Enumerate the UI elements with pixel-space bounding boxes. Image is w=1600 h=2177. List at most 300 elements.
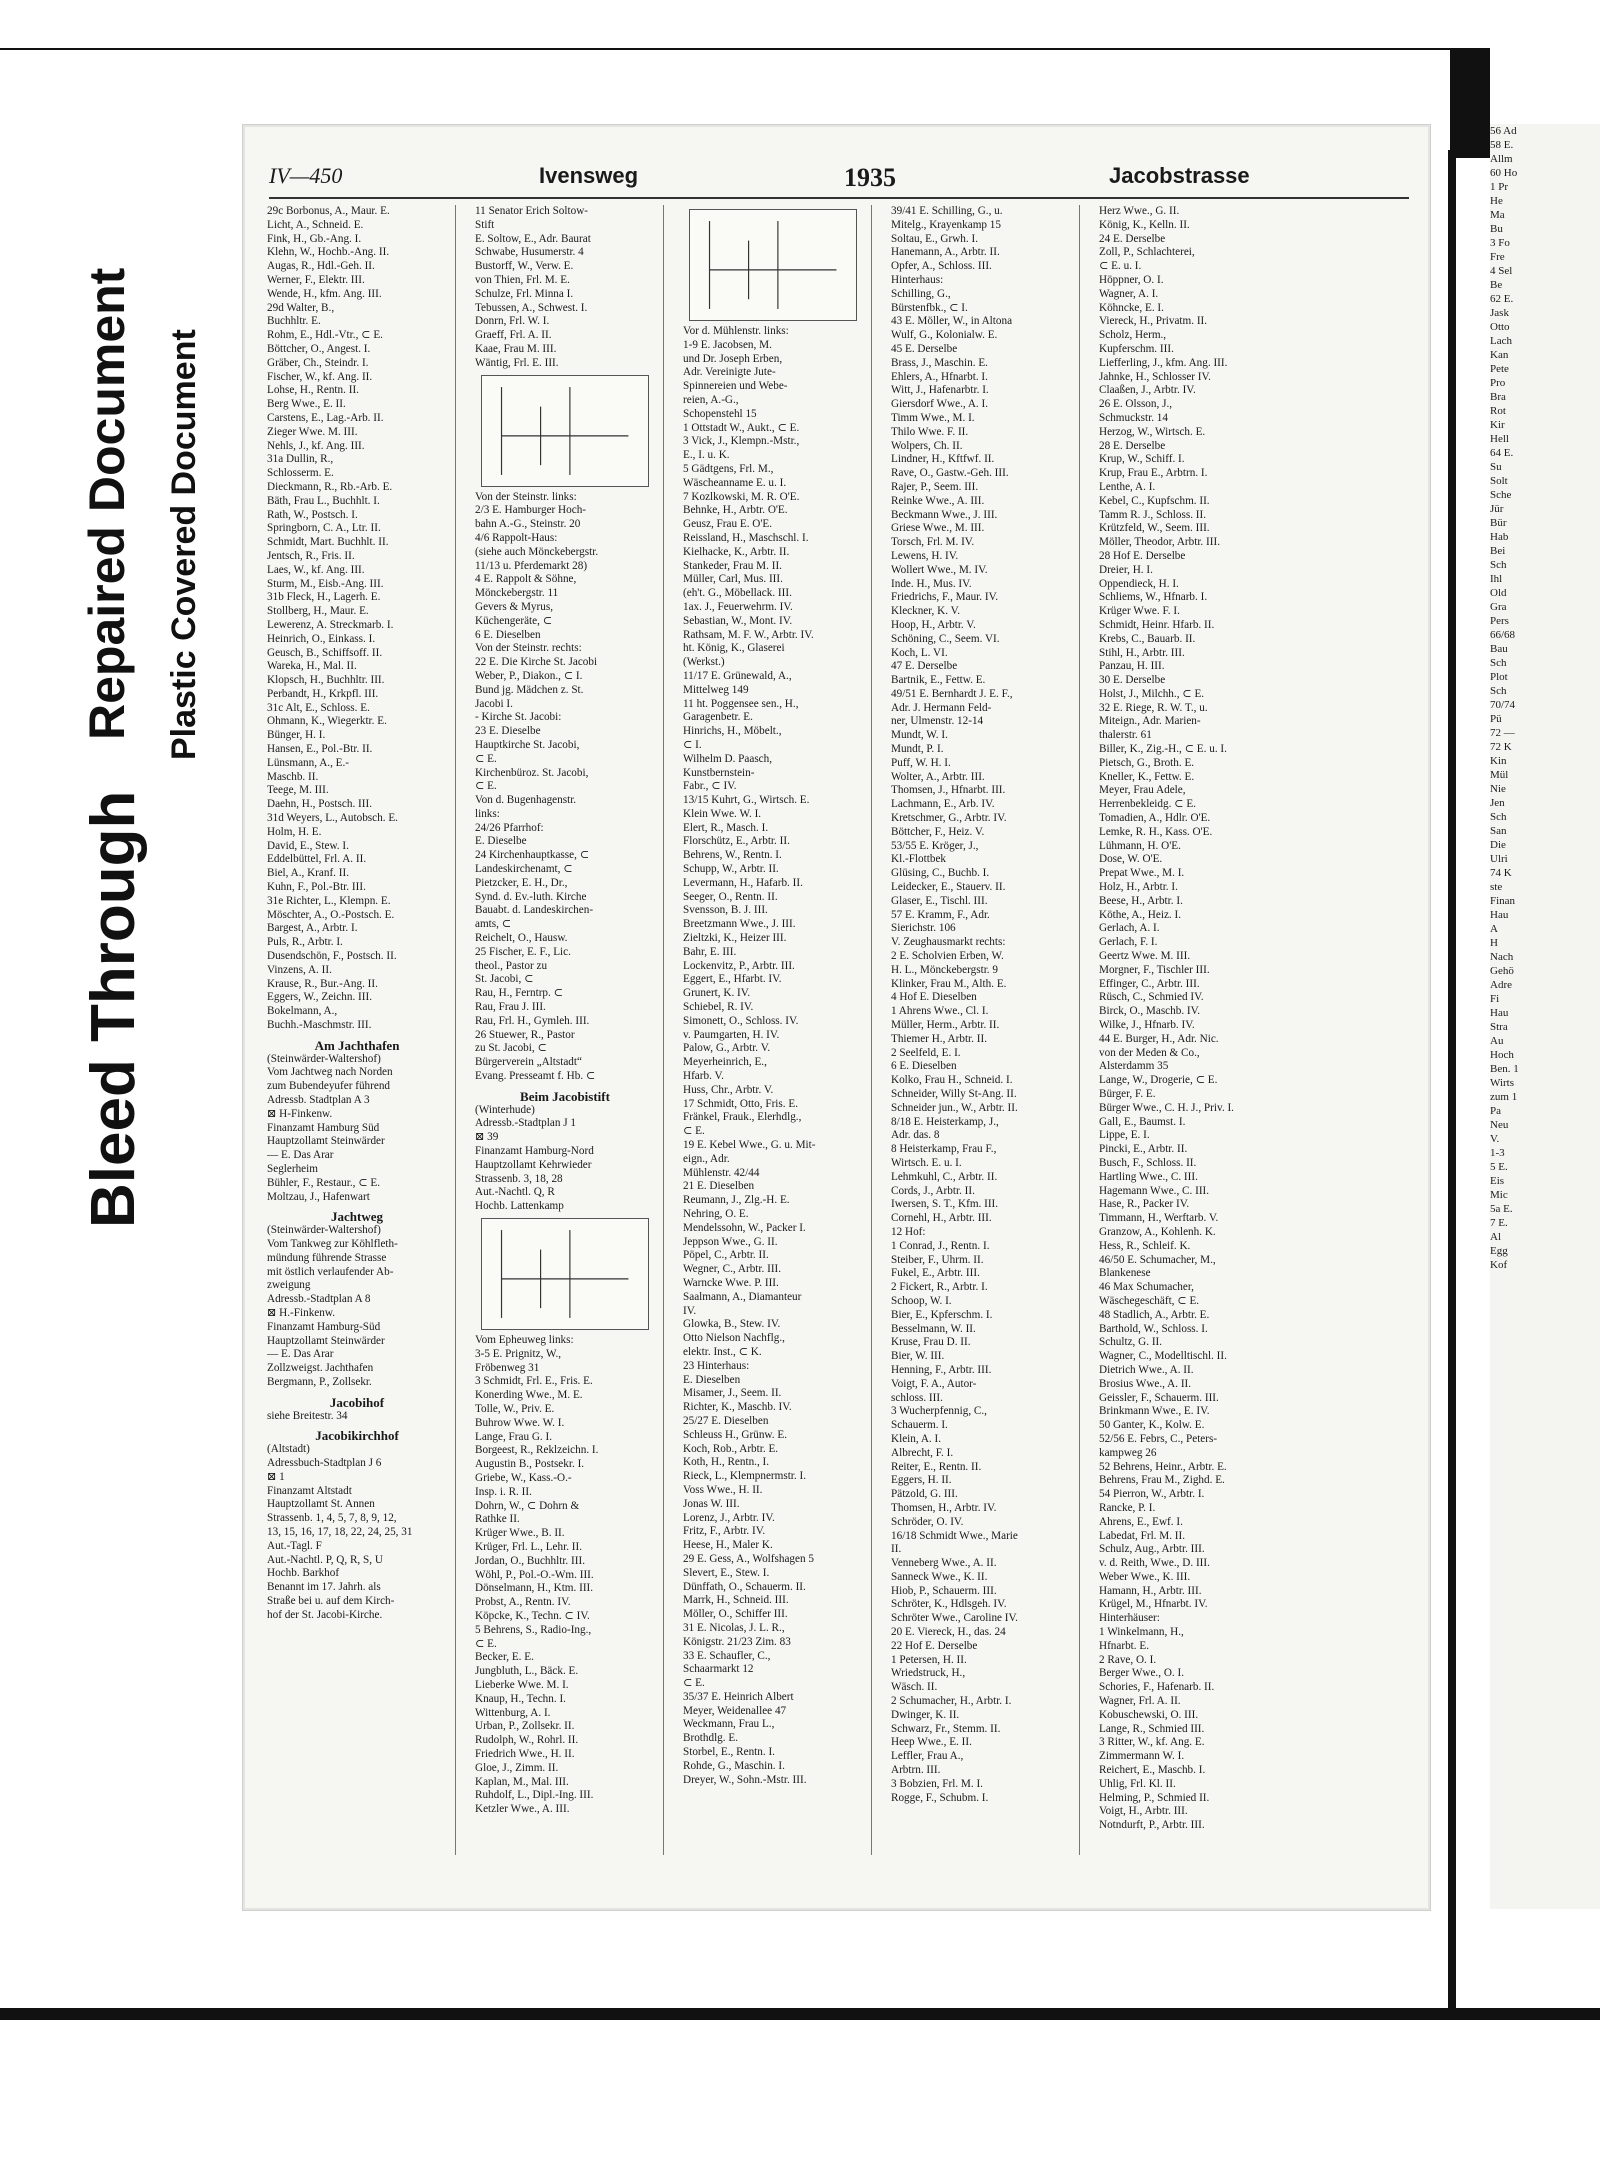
directory-entry: Wegner, C., Arbtr. III. <box>683 1263 782 1276</box>
directory-entry: ner, Ulmenstr. 12-14 <box>891 715 984 728</box>
directory-entry: mit östlich verlaufender Ab- <box>267 1265 394 1278</box>
directory-entry: Lohse, H., Rentn. II. <box>267 384 359 397</box>
directory-entry: Straße bei u. auf dem Kirch- <box>267 1594 395 1607</box>
directory-entry: Küchengeräte, ⊂ <box>475 614 553 627</box>
facing-page-fragment: Sch <box>1490 685 1507 697</box>
directory-entry: 29 E. Gess, A., Wolfshagen 5 <box>683 1552 814 1565</box>
directory-entry: Buhrow Wwe. W. I. <box>475 1416 565 1429</box>
directory-entry: 29c Borbonus, A., Maur. E. <box>267 205 390 217</box>
directory-entry: Wolpers, Ch. II. <box>891 439 963 452</box>
directory-entry: 31a Dullin, R., <box>267 453 334 466</box>
directory-entry: Steiber, F., Uhrm. II. <box>891 1253 984 1266</box>
directory-entry: 31 E. Nicolas, J. L. R., <box>683 1621 785 1634</box>
directory-entry: Lorenz, J., Arbtr. IV. <box>683 1511 775 1524</box>
facing-page-fragment: Ben. 1 <box>1490 1063 1519 1075</box>
page-header <box>269 163 1409 193</box>
directory-entry: Eddelbüttel, Frl. A. II. <box>267 853 367 866</box>
directory-entry: Synd. d. Ev.-luth. Kirche <box>475 890 587 903</box>
directory-entry: Heinrich, O., Einkass. I. <box>267 632 376 645</box>
facing-page-fragment: Pa <box>1490 1105 1501 1117</box>
directory-entry: Wende, H., kfm. Ang. III. <box>267 287 382 300</box>
directory-entry: Lühmann, H. O'E. <box>1099 839 1181 852</box>
directory-entry: Birck, O., Maschb. IV. <box>1099 1005 1201 1018</box>
directory-entry: Probst, A., Rentn. IV. <box>475 1596 571 1609</box>
directory-entry: Fink, H., Gb.-Ang. I. <box>267 232 362 245</box>
directory-entry: Lange, Frau G. I. <box>475 1430 553 1443</box>
directory-entry: Lehmkuhl, C., Arbtr. II. <box>891 1170 998 1183</box>
directory-entry: Lewens, H. IV. <box>891 549 959 562</box>
directory-entry: Hess, R., Schleif. K. <box>1099 1239 1191 1252</box>
directory-entry: 2 Schumacher, H., Arbtr. I. <box>891 1695 1012 1708</box>
directory-entry: Von d. Bugenhagenstr. <box>475 794 577 807</box>
directory-entry: Eggers, W., Zeichn. III. <box>267 991 373 1004</box>
directory-entry: Svensson, B. J. III. <box>683 904 768 917</box>
directory-entry: Sebastian, W., Mont. IV. <box>683 614 793 627</box>
directory-entry: Aut.-Tagl. F <box>267 1539 322 1552</box>
facing-page-fragment: Adre <box>1490 979 1512 991</box>
directory-entry: 4 E. Rappolt & Söhne, <box>475 573 577 586</box>
facing-page-fragment: Mül <box>1490 769 1509 781</box>
directory-entry: Hoop, H., Arbtr. V. <box>891 618 976 631</box>
directory-entry: Lieberke Wwe. M. I. <box>475 1678 569 1691</box>
facing-page-fragment: Wirts <box>1490 1077 1514 1089</box>
directory-entry: 13/15 Kuhrt, G., Wirtsch. E. <box>683 794 810 807</box>
directory-entry: ⊂ E. <box>475 1637 497 1650</box>
column-5 <box>1099 205 1279 1865</box>
directory-entry: Barthold, W., Schloss. I. <box>1099 1322 1208 1335</box>
directory-entry: theol., Pastor zu <box>475 959 548 972</box>
directory-entry: Sierichstr. 106 <box>891 922 956 935</box>
directory-entry: Thilo Wwe. F. II. <box>891 425 969 438</box>
directory-entry: Wirtsch. E. u. I. <box>891 1156 962 1169</box>
directory-entry: Zieltzki, K., Heizer III. <box>683 932 787 945</box>
directory-entry: 49/51 E. Bernhardt J. E. F., <box>891 687 1013 700</box>
directory-entry: Wäscheanname E. u. I. <box>683 476 787 489</box>
facing-page-fragment: Sche <box>1490 489 1512 501</box>
directory-entry: Geissler, F., Schauerm. III. <box>1099 1391 1219 1404</box>
directory-entry: E., I. u. K. <box>683 449 730 462</box>
facing-page-fragment: Plot <box>1490 671 1508 683</box>
directory-entry: 22 E. Die Kirche St. Jacobi <box>475 656 598 669</box>
directory-entry: Beckmann Wwe., J. III. <box>891 508 998 521</box>
directory-entry: Becker, E. E. <box>475 1651 534 1664</box>
directory-entry: 26 E. Olsson, J., <box>1099 398 1173 411</box>
directory-entry: Adr. Vereinigte Jute- <box>683 366 776 379</box>
facing-page-fragment: Allm <box>1490 153 1513 165</box>
directory-entry: Koch, Rob., Arbtr. E. <box>683 1442 779 1455</box>
directory-entry: Aut.-Nachtl. Q, R <box>475 1186 555 1199</box>
directory-entry: Bahr, E. III. <box>683 945 737 958</box>
directory-entry: Hanemann, A., Arbtr. II. <box>891 246 1000 259</box>
directory-entry: Hauptzollamt St. Annen <box>267 1498 375 1511</box>
directory-entry: Rau, Frau J. III. <box>475 1001 546 1014</box>
directory-entry: Herz Wwe., G. II. <box>1099 205 1180 217</box>
directory-entry: Dose, W. O'E. <box>1099 853 1163 866</box>
directory-entry: — E. Das Arar <box>267 1348 334 1361</box>
directory-entry: David, E., Stew. I. <box>267 839 349 852</box>
directory-entry: Jungbluth, L., Bäck. E. <box>475 1665 579 1678</box>
facing-page-fragment: A <box>1490 923 1498 935</box>
facing-page-fragment: Lach <box>1490 335 1512 347</box>
directory-entry: ⊂ E. <box>683 1125 705 1138</box>
facing-page-fragment: Sch <box>1490 559 1507 571</box>
directory-entry: Klehn, W., Hochb.-Ang. II. <box>267 246 390 259</box>
directory-entry: 52/56 E. Febrs, C., Peters- <box>1099 1432 1218 1445</box>
facing-page-fragment: Au <box>1490 1035 1504 1047</box>
directory-entry: hof der St. Jacobi-Kirche. <box>267 1608 383 1621</box>
directory-entry: siehe Breitestr. 34 <box>267 1409 348 1422</box>
directory-entry: Rathke II. <box>475 1513 520 1526</box>
directory-entry: Helming, P., Schmied II. <box>1099 1791 1210 1804</box>
directory-entry: Viereck, H., Privatm. II. <box>1099 315 1208 328</box>
directory-entry: Kneller, K., Fettw. E. <box>1099 770 1195 783</box>
directory-entry: Rath, W., Postsch. I. <box>267 508 358 521</box>
facing-page-fragment: He <box>1490 195 1503 207</box>
column-divider <box>871 205 872 1855</box>
directory-entry: Gloe, J., Zimm. II. <box>475 1761 559 1774</box>
facing-page-fragment: Sch <box>1490 811 1507 823</box>
directory-entry: Breetzmann Wwe., J. III. <box>683 918 796 931</box>
directory-entry: Berg Wwe., E. II. <box>267 398 346 411</box>
directory-entry: Elert, R., Masch. I. <box>683 821 769 834</box>
directory-entry: Rajer, P., Seem. III. <box>891 480 979 493</box>
directory-entry: Holz, H., Arbtr. I. <box>1099 881 1178 894</box>
directory-entry: Simonett, O., Schloss. IV. <box>683 1014 799 1027</box>
directory-entry: Brass, J., Maschin. E. <box>891 356 988 369</box>
directory-entry: Griese Wwe., M. III. <box>891 522 985 535</box>
directory-entry: 16/18 Schmidt Wwe., Marie <box>891 1529 1018 1542</box>
directory-entry: 33 E. Schaufler, C., <box>683 1649 771 1662</box>
directory-entry: Schoop, W. I. <box>891 1294 952 1307</box>
directory-entry: Kleckner, K. V. <box>891 605 961 618</box>
directory-entry: Bartnik, E., Fettw. E. <box>891 674 986 687</box>
directory-entry: Labedat, Frl. M. II. <box>1099 1529 1186 1542</box>
directory-entry: Iwersen, S. T., Kfm. III. <box>891 1198 999 1211</box>
directory-entry: Glüsing, C., Buchb. I. <box>891 867 990 880</box>
directory-entry: 35/37 E. Heinrich Albert <box>683 1690 794 1703</box>
facing-page-fragment: ste <box>1490 881 1503 893</box>
directory-entry: Krüger, Frl. L., Lehr. II. <box>475 1540 583 1553</box>
directory-entry: Richter, K., Maschb. IV. <box>683 1401 792 1414</box>
directory-entry: Huss, Chr., Arbtr. V. <box>683 1083 774 1096</box>
directory-entry: 26 Stuewer, R., Pastor <box>475 1028 575 1041</box>
directory-entry: 3 Bobzien, Frl. M. I. <box>891 1777 983 1790</box>
directory-entry: Cords, J., Arbtr. II. <box>891 1184 975 1197</box>
directory-entry: Kaplan, M., Mal. III. <box>475 1775 569 1788</box>
directory-entry: Tolle, W., Priv. E. <box>475 1402 555 1415</box>
column-divider <box>1079 205 1080 1855</box>
directory-entry: Meyerheinrich, E., <box>683 1056 767 1069</box>
directory-entry: Blankenese <box>1099 1267 1151 1280</box>
directory-entry: Geertz Wwe. M. III. <box>1099 950 1191 963</box>
directory-entry: Stift <box>475 218 495 231</box>
directory-entry: Köthe, A., Heiz. I. <box>1099 908 1182 921</box>
directory-entry: Garagenbetr. E. <box>683 711 753 724</box>
next-page-strip <box>1490 124 1600 1909</box>
directory-entry: Moltzau, J., Hafenwart <box>267 1190 370 1203</box>
directory-entry: ⊂ E. <box>475 780 497 793</box>
directory-entry: 43 E. Möller, W., in Altona <box>891 315 1013 328</box>
directory-entry: Puls, R., Arbtr. I. <box>267 936 343 949</box>
street-map-inset <box>689 209 857 321</box>
plastic-covered-label: Plastic Covered Document <box>165 329 203 760</box>
directory-entry: Kuhn, F., Pol.-Btr. III. <box>267 881 366 894</box>
directory-entry: Kupferschm. III. <box>1099 342 1174 355</box>
directory-entry: Bier, W. III. <box>891 1350 945 1363</box>
directory-entry: von der Meden & Co., <box>1099 1046 1200 1059</box>
directory-entry: Klein, A. I. <box>891 1432 942 1445</box>
map-lines <box>482 1219 648 1329</box>
directory-entry: Meyer, Frau Adele, <box>1099 784 1186 797</box>
directory-entry: Springborn, C. A., Ltr. II. <box>267 522 381 535</box>
directory-entry: Stankeder, Frau M. II. <box>683 559 782 572</box>
directory-entry: Klopsch, H., Buchhltr. III. <box>267 674 385 687</box>
directory-entry: Krüger Wwe., B. II. <box>475 1527 565 1540</box>
directory-entry: Schröter Wwe., Caroline IV. <box>891 1612 1018 1625</box>
directory-entry: 54 Pierron, W., Arbtr. I. <box>1099 1488 1205 1501</box>
directory-entry: Eggert, E., Hfarbt. IV. <box>683 973 782 986</box>
facing-page-fragment: Pete <box>1490 363 1509 375</box>
directory-entry: Laes, W., kf. Ang. III. <box>267 563 365 576</box>
directory-entry: Schupp, W., Arbtr. II. <box>683 863 779 876</box>
directory-entry: von Thien, Frl. M. E. <box>475 273 570 286</box>
directory-entry: Koch, L. VI. <box>891 646 948 659</box>
directory-entry: Wareka, H., Mal. II. <box>267 660 357 673</box>
facing-page-fragment: 74 K <box>1490 867 1512 879</box>
directory-entry: Hauptzollamt Steinwärder <box>267 1334 385 1347</box>
directory-entry: 11 Senator Erich Soltow- <box>475 205 588 217</box>
directory-entry: Torsch, Frl. M. IV. <box>891 536 975 549</box>
directory-entry: 23 Hinterhaus: <box>683 1359 750 1372</box>
directory-entry: 2 Seelfeld, E. I. <box>891 1046 961 1059</box>
directory-entry: Hinterhaus: <box>891 273 944 286</box>
directory-entry: eign., Adr. <box>683 1152 730 1165</box>
directory-entry: Schiebel, R. IV. <box>683 1001 754 1014</box>
directory-entry: bahn A.-G., Steinstr. 20 <box>475 518 581 531</box>
directory-entry: Adressb. Stadtplan A 3 <box>267 1094 370 1106</box>
directory-entry: Henning, F., Arbtr. III. <box>891 1363 992 1376</box>
directory-entry: Müller, Carl, Mus. III. <box>683 573 783 586</box>
directory-entry: Meyer, Weidenallee 47 <box>683 1704 787 1717</box>
directory-entry: Perbandt, H., Krkpfl. III. <box>267 687 379 700</box>
facing-page-fragment: 5 E. <box>1490 1161 1508 1173</box>
directory-entry: Opfer, A., Schloss. III. <box>891 260 992 273</box>
facing-page-fragment: Old <box>1490 587 1507 599</box>
directory-entry: Finanzamt Hamburg-Süd <box>267 1320 381 1333</box>
directory-entry: (Steinwärder-Waltershof) <box>267 1052 381 1065</box>
directory-entry: Köhncke, E. I. <box>1099 301 1164 314</box>
directory-entry: 3 Schmidt, Frl. E., Fris. E. <box>475 1375 593 1388</box>
directory-entry: Rau, Frl. H., Gymleh. III. <box>475 1014 590 1027</box>
directory-entry: Zimmermann W. I. <box>1099 1750 1185 1763</box>
directory-entry: zum Bubendeyufer führend <box>267 1080 391 1093</box>
facing-page-fragment: Hell <box>1490 433 1509 445</box>
directory-entry: Effinger, C., Arbtr. III. <box>1099 977 1200 990</box>
facing-page-fragment: Gra <box>1490 601 1507 613</box>
directory-entry: 48 Stadlich, A., Arbtr. E. <box>1099 1308 1210 1321</box>
directory-entry: Schaarmarkt 12 <box>683 1663 754 1676</box>
directory-entry: Otto Nielson Nachflg., <box>683 1332 785 1345</box>
directory-entry: 32 E. Riege, R. W. T., u. <box>1099 701 1208 714</box>
directory-entry: Zollzweigst. Jachthafen <box>267 1362 374 1375</box>
header-rule <box>269 197 1409 199</box>
directory-entry: 25 Fischer, E. F., Lic. <box>475 945 571 958</box>
directory-entry: Hauptkirche St. Jacobi, <box>475 738 580 751</box>
directory-entry: ⊂ E. <box>683 1677 705 1690</box>
directory-entry: Oppendieck, H. I. <box>1099 577 1179 590</box>
directory-entry: Schlosserm. E. <box>267 467 334 480</box>
directory-entry: Adressbuch-Stadtplan J 6 <box>267 1456 382 1469</box>
facing-page-fragment: 56 Ad <box>1490 125 1517 137</box>
directory-entry: Köpcke, K., Techn. ⊂ IV. <box>475 1609 590 1622</box>
facing-page-fragment: Jen <box>1490 797 1505 809</box>
facing-page-fragment: Pro <box>1490 377 1506 389</box>
directory-entry: Pietsch, G., Broth. E. <box>1099 756 1195 769</box>
directory-entry: Friedrich Wwe., H. II. <box>475 1747 575 1760</box>
facing-page-fragment: Bau <box>1490 643 1508 655</box>
directory-entry: Behrens, W., Rentn. I. <box>683 849 782 862</box>
directory-entry: ht. König, K., Glaserei <box>683 642 785 655</box>
directory-entry: Uhlig, Frl. Kl. II. <box>1099 1777 1176 1790</box>
header-right-street: Jacobstrasse <box>1109 163 1250 188</box>
directory-entry: 30 E. Derselbe <box>1099 674 1166 687</box>
directory-entry: 12 Hof: <box>891 1225 926 1238</box>
facing-page-fragment: 7 E. <box>1490 1217 1508 1229</box>
directory-entry: Misamer, J., Seem. II. <box>683 1387 782 1400</box>
directory-entry: Brosius Wwe., A. II. <box>1099 1377 1192 1390</box>
directory-entry: Glowka, B., Stew. IV. <box>683 1318 781 1331</box>
directory-entry: ⊠ 1 <box>267 1470 285 1483</box>
directory-entry: Wilhelm D. Paasch, <box>683 752 773 765</box>
facing-page-fragment: Jür <box>1490 503 1504 515</box>
directory-entry: Lippe, E. I. <box>1099 1129 1150 1142</box>
directory-entry: Mundt, P. I. <box>891 743 944 756</box>
directory-entry: Hfarb. V. <box>683 1070 724 1083</box>
directory-entry: Strassenb. 3, 18, 28 <box>475 1172 563 1185</box>
directory-entry: 1-9 E. Jacobsen, M. <box>683 338 772 351</box>
directory-entry: 46/50 E. Schumacher, M., <box>1099 1253 1216 1266</box>
directory-entry: 31e Richter, L., Klempn. E. <box>267 894 391 907</box>
directory-entry: Hartling Wwe., C. III. <box>1099 1170 1198 1183</box>
directory-entry: Dreyer, W., Sohn.-Mstr. III. <box>683 1773 807 1786</box>
directory-entry: Höppner, O. I. <box>1099 273 1164 286</box>
directory-entry: Schröter, K., Hdlsgeh. IV. <box>891 1598 1007 1611</box>
directory-entry: reien, A.-G., <box>683 393 739 406</box>
facing-page-fragment: Fi <box>1490 993 1500 1005</box>
directory-entry: Cornehl, H., Arbtr. III. <box>891 1212 992 1225</box>
directory-entry: Bürgerverein „Altstadt“ <box>475 1056 582 1069</box>
street-heading: Jacobihof <box>329 1395 385 1410</box>
directory-entry: (Werkst.) <box>683 656 725 669</box>
directory-entry: Stollberg, H., Maur. E. <box>267 605 369 618</box>
directory-entry: Bürger, F. E. <box>1099 1088 1156 1100</box>
directory-entry: Spinnereien und Webe- <box>683 380 788 393</box>
directory-entry: Möschter, A., O.-Postsch. E. <box>267 908 395 921</box>
facing-page-fragment: San <box>1490 825 1507 837</box>
directory-entry: Sturm, M., Eisb.-Ang. III. <box>267 577 384 590</box>
directory-entry: Kruse, Frau D. II. <box>891 1336 971 1349</box>
directory-entry: Friedrichs, F., Maur. IV. <box>891 591 999 604</box>
directory-entry: Seeger, O., Rentn. II. <box>683 890 778 903</box>
directory-entry: zu St. Jacobi, ⊂ <box>475 1042 547 1055</box>
directory-entry: 45 E. Derselbe <box>891 342 958 355</box>
directory-entry: 20 E. Viereck, H., das. 24 <box>891 1626 1006 1639</box>
directory-entry: Maschb. II. <box>267 770 319 783</box>
directory-entry: Granzow, A., Kohlenh. K. <box>1099 1225 1216 1238</box>
directory-entry: 39/41 E. Schilling, G., u. <box>891 205 1003 217</box>
directory-entry: Ehlers, A., Hfnarbt. I. <box>891 370 988 383</box>
directory-entry: Donrn, Frl. W. I. <box>475 315 550 328</box>
facing-page-fragment: V. <box>1490 1133 1500 1145</box>
directory-entry: Mönckebergstr. 11 <box>475 587 559 600</box>
directory-entry: Wilke, J., Hfnarb. IV. <box>1099 1019 1195 1032</box>
directory-entry: Hamann, H., Arbtr. III. <box>1099 1584 1202 1597</box>
facing-page-fragment: 72 — <box>1490 727 1515 739</box>
directory-entry: Geusz, Frau E. O'E. <box>683 518 773 531</box>
directory-entry: Hagemann Wwe., C. III. <box>1099 1184 1210 1197</box>
directory-entry: Bühler, F., Restaur., ⊂ E. <box>267 1176 381 1189</box>
directory-entry: Hochb. Lattenkamp <box>475 1200 564 1213</box>
facing-page-fragment: Bei <box>1490 545 1506 557</box>
directory-entry: IV. <box>683 1304 697 1317</box>
directory-entry: Dieckmann, R., Rb.-Arb. E. <box>267 480 393 493</box>
directory-entry: Schultz, G. II. <box>1099 1336 1163 1349</box>
directory-entry: Timm Wwe., M. I. <box>891 411 975 424</box>
directory-entry: Thomsen, H., Arbtr. IV. <box>891 1501 997 1514</box>
directory-entry: Buchhltr. E. <box>267 315 321 328</box>
directory-entry: Böttcher, F., Heiz. V. <box>891 825 985 838</box>
directory-entry: 2/3 E. Hamburger Hoch- <box>475 504 587 517</box>
directory-entry: 1 Conrad, J., Rentn. I. <box>891 1239 990 1252</box>
directory-entry: Koth, H., Rentn., I. <box>683 1456 770 1469</box>
directory-entry: Heep Wwe., E. II. <box>891 1736 972 1749</box>
directory-entry: ⊠ H.-Finkenw. <box>267 1306 335 1319</box>
directory-entry: Fränkel, Frauk., Elerhdlg., <box>683 1111 802 1124</box>
directory-entry: Rancke, P. I. <box>1099 1501 1156 1514</box>
directory-entry: amts, ⊂ <box>475 918 512 931</box>
directory-entry: 47 E. Derselbe <box>891 660 958 673</box>
directory-entry: Wäschegeschäft, ⊂ E. <box>1099 1294 1200 1307</box>
facing-page-fragment: Hoch <box>1490 1049 1514 1061</box>
directory-entry: 5 Behrens, S., Radio-Ing., <box>475 1623 592 1636</box>
directory-entry: Beese, H., Arbtr. I. <box>1099 894 1183 907</box>
directory-entry: St. Jacobi, ⊂ <box>475 973 534 986</box>
directory-entry: Landeskirchenamt, ⊂ <box>475 863 573 876</box>
directory-entry: Bund jg. Mädchen z. St. <box>475 683 584 696</box>
directory-entry: Wittenburg, A. I. <box>475 1706 551 1719</box>
directory-entry: Dietrich Wwe., A. II. <box>1099 1363 1194 1376</box>
directory-entry: 25/27 E. Dieselben <box>683 1414 769 1427</box>
facing-page-fragment: 70/74 <box>1490 699 1516 711</box>
facing-page-fragment: Fre <box>1490 251 1505 263</box>
directory-entry: Witt, J., Hafenarbtr. I. <box>891 384 989 397</box>
directory-entry: v. d. Reith, Wwe., D. III. <box>1099 1557 1210 1570</box>
facing-page-fragment: Gehö <box>1490 965 1514 977</box>
directory-entry: ⊠ 39 <box>475 1131 499 1144</box>
facing-page-fragment: Pü <box>1490 713 1502 725</box>
directory-entry: Rudolph, W., Rohrl. II. <box>475 1734 579 1747</box>
facing-page-fragment: Otto <box>1490 321 1510 333</box>
directory-entry: Graeff, Frl. A. II. <box>475 329 552 342</box>
facing-page-fragment: Ma <box>1490 209 1505 221</box>
facing-page-fragment: 62 E. <box>1490 293 1514 305</box>
directory-entry: Fischer, W., kf. Ang. II. <box>267 370 373 383</box>
directory-entry: Weber, P., Diakon., ⊂ I. <box>475 669 583 682</box>
facing-page-fragment: Neu <box>1490 1119 1509 1131</box>
directory-entry: Hauptzollamt Steinwärder <box>267 1135 385 1148</box>
directory-entry: Bargest, A., Arbtr. I. <box>267 922 358 935</box>
directory-entry: Schilling, G., <box>891 287 951 300</box>
